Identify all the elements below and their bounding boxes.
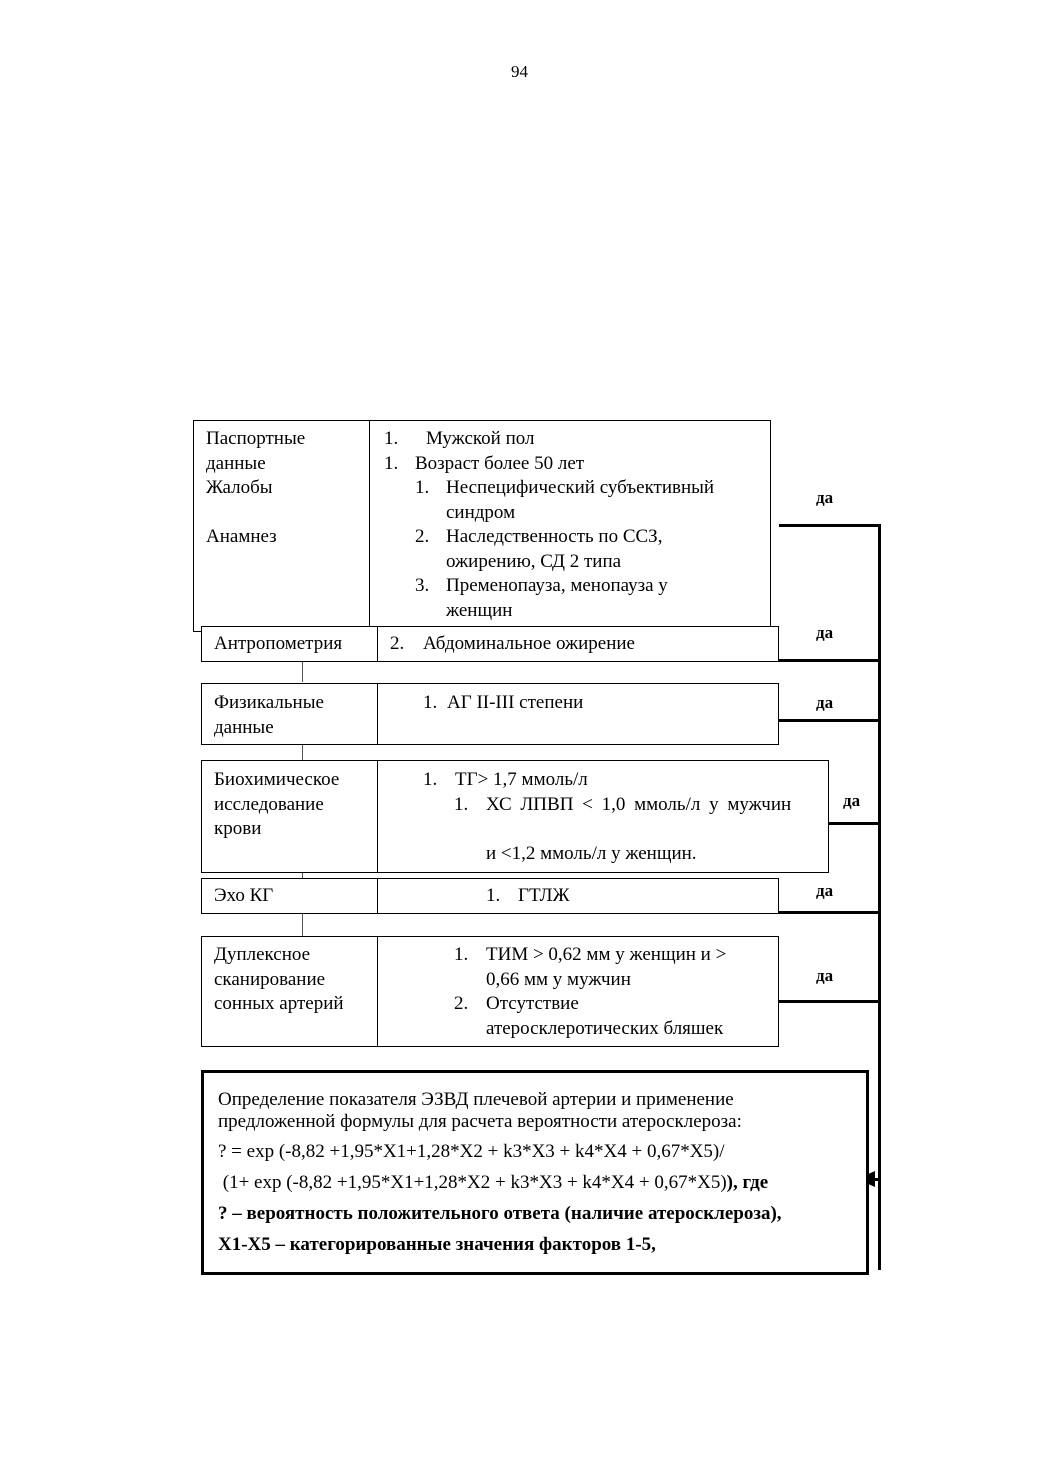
- category-text: данные: [206, 452, 266, 474]
- result-text: Определение показателя ЭЗВД плечевой артерии и применение: [218, 1089, 734, 1110]
- vertical-bus-line: [878, 524, 881, 1270]
- category-text: Анамнез: [206, 526, 277, 547]
- row-2-category: [201, 626, 378, 662]
- criterion-item: и <1,2 ммоль/л у женщин.: [486, 842, 697, 864]
- yes-connector-1: [779, 524, 881, 527]
- yes-label: да: [816, 693, 834, 712]
- row-5-category: [201, 878, 378, 914]
- row-1-category: [193, 420, 370, 632]
- row-4-criteria: [377, 760, 829, 873]
- row-5-criteria: [377, 878, 779, 914]
- yes-connector-4: [829, 822, 881, 825]
- row-3-criteria: [377, 683, 779, 745]
- criterion-item: 1. ХС ЛПВП < 1,0 ммоль/л у мужчин: [454, 793, 792, 815]
- criterion-item: синдром: [446, 501, 516, 523]
- category-text: Физикальные: [214, 692, 324, 713]
- yes-label: да: [843, 791, 861, 810]
- formula-legend: ? – вероятность положительного ответа (наличие атеросклероза),: [218, 1203, 782, 1224]
- criterion-item: 1. ГТЛЖ: [486, 885, 570, 906]
- category-text: сонных артерий: [214, 993, 344, 1014]
- row-3-category: [201, 683, 378, 745]
- category-text: данные: [214, 716, 274, 738]
- page-number: 94: [511, 62, 528, 81]
- result-formula-box: [201, 1070, 869, 1275]
- yes-connector-2: [779, 659, 881, 662]
- criterion-item: ожирению, СД 2 типа: [446, 550, 622, 572]
- criterion-item: [390, 817, 818, 842]
- criterion-item: 1. Возраст более 50 лет: [384, 452, 585, 474]
- category-text: сканирование: [214, 968, 326, 990]
- criterion-item: 2. Отсутствие: [454, 993, 579, 1014]
- yes-label: да: [816, 488, 834, 507]
- flow-connector-2: [302, 662, 303, 682]
- yes-connector-3: [779, 719, 881, 722]
- category-text: [206, 501, 359, 526]
- category-text: крови: [214, 818, 262, 839]
- category-text: Антропометрия: [214, 633, 343, 654]
- criterion-item: 0,66 мм у мужчин: [486, 968, 631, 990]
- result-text: предложенной формулы для расчета вероятности атеросклероза:: [218, 1111, 742, 1132]
- category-text: Биохимическое: [214, 769, 340, 790]
- formula-legend: X1-X5 – категорированные значения факторов 1-5,: [218, 1234, 656, 1255]
- row-4-category: [201, 760, 378, 873]
- criterion-item: 2. Абдоминальное ожирение: [390, 633, 635, 654]
- criterion-item: женщин: [446, 599, 513, 621]
- yes-label: да: [816, 623, 834, 642]
- category-text: исследование: [214, 793, 324, 815]
- yes-label: да: [816, 966, 834, 985]
- row-6-criteria: [377, 936, 779, 1047]
- criterion-item: 1. ТИМ > 0,62 мм у женщин и >: [454, 944, 727, 965]
- category-text: Паспортные: [206, 428, 306, 449]
- yes-connector-5: [779, 911, 881, 914]
- criterion-item: 1. АГ II-III степени: [423, 692, 584, 713]
- category-text: Эхо КГ: [214, 885, 274, 906]
- criterion-item: 1. Мужской пол: [384, 428, 535, 449]
- category-text: Жалобы: [206, 477, 273, 498]
- formula-denominator: (1+ exp (-8,82 +1,95*X1+1,28*X2 + k3*X3 + k4*X4 + 0,67*X5)), где: [218, 1172, 769, 1193]
- criterion-item: 3. Пременопауза, менопауза у: [415, 575, 668, 596]
- row-1-criteria: [369, 420, 771, 632]
- category-text: Дуплексное: [214, 944, 311, 965]
- row-2-criteria: [377, 626, 779, 662]
- row-6-category: [201, 936, 378, 1047]
- criterion-item: атеросклеротических бляшек: [486, 1017, 724, 1039]
- yes-label: да: [816, 881, 834, 900]
- formula-numerator: ? = exp (-8,82 +1,95*X1+1,28*X2 + k3*X3 + k4*X4 + 0,67*X5)/: [218, 1141, 725, 1162]
- yes-connector-6: [779, 1000, 881, 1003]
- criterion-item: 2. Наследственность по ССЗ,: [415, 526, 663, 547]
- criterion-item: 1. Неспецифический субъективный: [415, 477, 715, 498]
- criterion-item: 1. ТГ> 1,7 ммоль/л: [423, 769, 588, 790]
